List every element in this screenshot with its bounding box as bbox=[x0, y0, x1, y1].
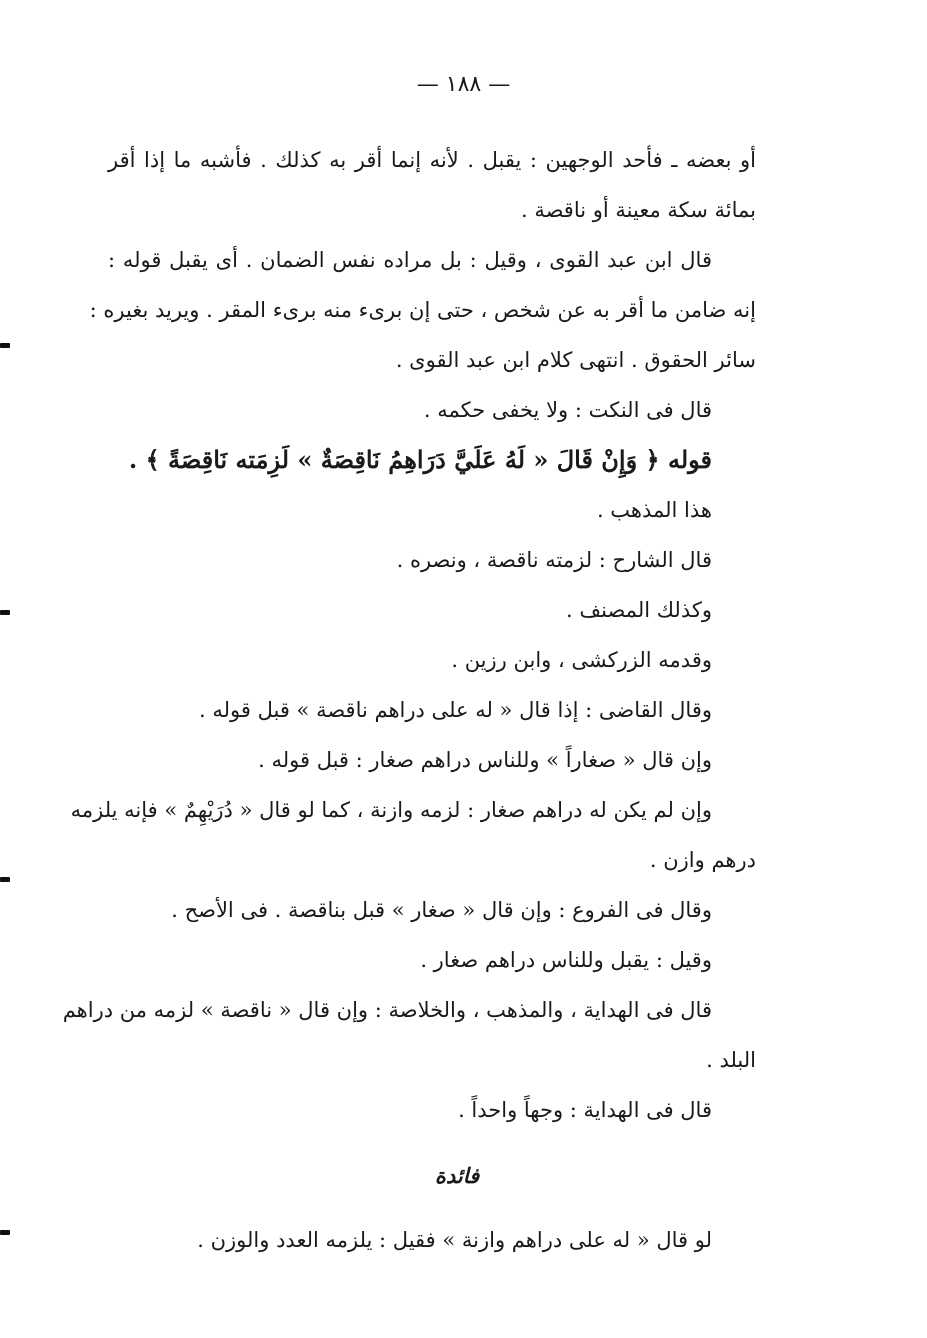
text-line: وقيل : يقبل وللناس دراهم صغار . bbox=[420, 948, 712, 972]
text-line: سائر الحقوق . انتهى كلام ابن عبد القوى . bbox=[395, 348, 756, 372]
text-line: درهم وازن . bbox=[649, 848, 756, 872]
margin-mark bbox=[0, 877, 10, 882]
margin-mark bbox=[0, 610, 10, 615]
text-line: هذا المذهب . bbox=[596, 498, 712, 522]
text-line: وقدمه الزركشى ، وابن رزين . bbox=[451, 648, 712, 672]
text-line: وقال فى الفروع : وإن قال « صغار » قبل بناقصة . فى الأصح . bbox=[171, 898, 712, 922]
text-line: قال فى الهداية ، والمذهب ، والخلاصة : وإن قال « ناقصة » لزمه من دراهم bbox=[62, 998, 712, 1022]
page-body bbox=[62, 135, 756, 1265]
text-line: قال فى النكت : ولا يخفى حكمه . bbox=[423, 398, 712, 422]
text-line: لو قال « له على دراهم وازنة » فقيل : يلزمه العدد والوزن . bbox=[197, 1228, 712, 1252]
section-heading: فائدة bbox=[434, 1163, 480, 1188]
text-line: وإن لم يكن له دراهم صغار : لزمه وازنة ، كما لو قال « دُرَيْهِمٌ » فإنه يلزمه bbox=[70, 798, 712, 822]
margin-mark bbox=[0, 343, 10, 348]
text-line: بمائة سكة معينة أو ناقصة . bbox=[520, 198, 756, 222]
text-line: إنه ضامن ما أقر به عن شخص ، حتى إن برىء منه برىء المقر . ويريد بغيره : bbox=[89, 298, 756, 322]
text-line: قال الشارح : لزمته ناقصة ، ونصره . bbox=[396, 548, 712, 572]
text-line: البلد . bbox=[706, 1048, 756, 1072]
margin-mark bbox=[0, 1230, 10, 1235]
text-line: وكذلك المصنف . bbox=[566, 598, 712, 622]
page-number: — ١٨٨ — bbox=[416, 72, 511, 97]
text-line: أو بعضه ـ فأحد الوجهين : يقبل . لأنه إنما أقر به كذلك . فأشبه ما إذا أقر bbox=[108, 148, 756, 172]
text-line: قال ابن عبد القوى ، وقيل : بل مراده نفس الضمان . أى يقبل قوله : bbox=[108, 248, 712, 272]
text-line: قال فى الهداية : وجهاً واحداً . bbox=[458, 1098, 712, 1122]
quoted-matn-line: قوله ﴿ وَإِنْ قَالَ « لَهُ عَلَيَّ دَرَاهِمُ نَاقِصَةٌ » لَزِمَته نَاقِصَةً ﴾ . bbox=[128, 445, 712, 474]
text-line: وقال القاضى : إذا قال « له على دراهم ناقصة » قبل قوله . bbox=[199, 698, 712, 722]
text-line: وإن قال « صغاراً » وللناس دراهم صغار : قبل قوله . bbox=[258, 748, 712, 772]
